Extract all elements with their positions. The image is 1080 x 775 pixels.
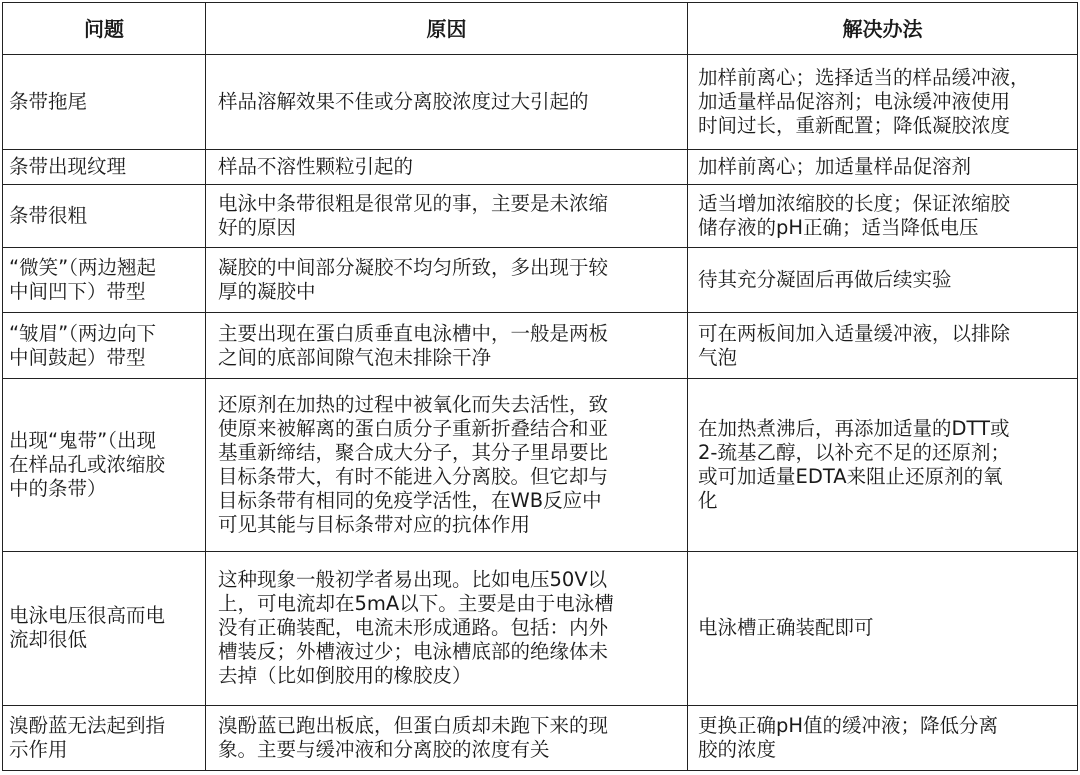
solution-cell: 电泳槽正确装配即可	[688, 551, 1078, 705]
table-row	[3, 551, 1078, 705]
problem-cell: 条带拖尾	[3, 55, 206, 150]
solution-cell: 待其充分凝固后再做后续实验	[688, 248, 1078, 313]
solution-cell: 加样前离心；选择适当的样品缓冲液， 加适量样品促溶剂；电泳缓冲液使用 时间过长，重新配置；降低凝胶浓度	[688, 55, 1078, 150]
table-row	[3, 248, 1078, 313]
cause-cell: 主要出现在蛋白质垂直电泳槽中，一般是两板 之间的底部间隙气泡未排除干净	[206, 313, 688, 378]
solution-cell: 更换正确pH值的缓冲液；降低分离 胶的浓度	[688, 705, 1078, 770]
table-row	[3, 149, 1078, 184]
problem-cell: “皱眉”（两边向下 中间鼓起）带型	[3, 313, 206, 378]
table-row	[3, 378, 1078, 551]
cause-cell: 凝胶的中间部分凝胶不均匀所致，多出现于较 厚的凝胶中	[206, 248, 688, 313]
solution-cell: 加样前离心；加适量样品促溶剂	[688, 149, 1078, 184]
solution-cell: 在加热煮沸后，再添加适量的DTT或 2-巯基乙醇，以补充不足的还原剂； 或可加适量EDTA来阻止还原剂的氧 化	[688, 378, 1078, 551]
cause-cell: 溴酚蓝已跑出板底，但蛋白质却未跑下来的现 象。主要与缓冲液和分离胶的浓度有关	[206, 705, 688, 770]
cause-cell: 还原剂在加热的过程中被氧化而失去活性，致 使原来被解离的蛋白质分子重新折叠结合和亚 基重新缔结，聚合成大分子，其分子里昂要比 目标条带大，有时不能进入分离胶。但它却与 目标条带有相同的免疫学活性，在WB反应中 可见其能与目标条带对应的抗体作用	[206, 378, 688, 551]
header-problem: 问题	[3, 3, 206, 55]
table-row	[3, 313, 1078, 378]
problem-cell: 溴酚蓝无法起到指 示作用	[3, 705, 206, 770]
table-row	[3, 705, 1078, 770]
header-cause: 原因	[206, 3, 688, 55]
cause-cell: 这种现象一般初学者易出现。比如电压50V以 上，可电流却在5mA以下。主要是由于电泳槽 没有正确装配，电流未形成通路。包括：内外 槽装反；外槽液过少；电泳槽底部的绝缘体未 去掉（比如倒胶用的橡胶皮）	[206, 551, 688, 705]
problem-cell: “微笑”（两边翘起 中间凹下）带型	[3, 248, 206, 313]
solution-cell: 可在两板间加入适量缓冲液，以排除 气泡	[688, 313, 1078, 378]
problem-cell: 电泳电压很高而电 流却很低	[3, 551, 206, 705]
cause-cell: 电泳中条带很粗是很常见的事，主要是未浓缩 好的原因	[206, 184, 688, 247]
solution-cell: 适当增加浓缩胶的长度；保证浓缩胶 储存液的pH正确；适当降低电压	[688, 184, 1078, 247]
cause-cell: 样品不溶性颗粒引起的	[206, 149, 688, 184]
problem-cell: 条带出现纹理	[3, 149, 206, 184]
header-row	[3, 3, 1078, 55]
problem-cell: 出现“鬼带”（出现 在样品孔或浓缩胶 中的条带）	[3, 378, 206, 551]
troubleshooting-table	[2, 2, 1078, 771]
cause-cell: 样品溶解效果不佳或分离胶浓度过大引起的	[206, 55, 688, 150]
table-row	[3, 55, 1078, 150]
header-solution: 解决办法	[688, 3, 1078, 55]
table-row	[3, 184, 1078, 247]
problem-cell: 条带很粗	[3, 184, 206, 247]
